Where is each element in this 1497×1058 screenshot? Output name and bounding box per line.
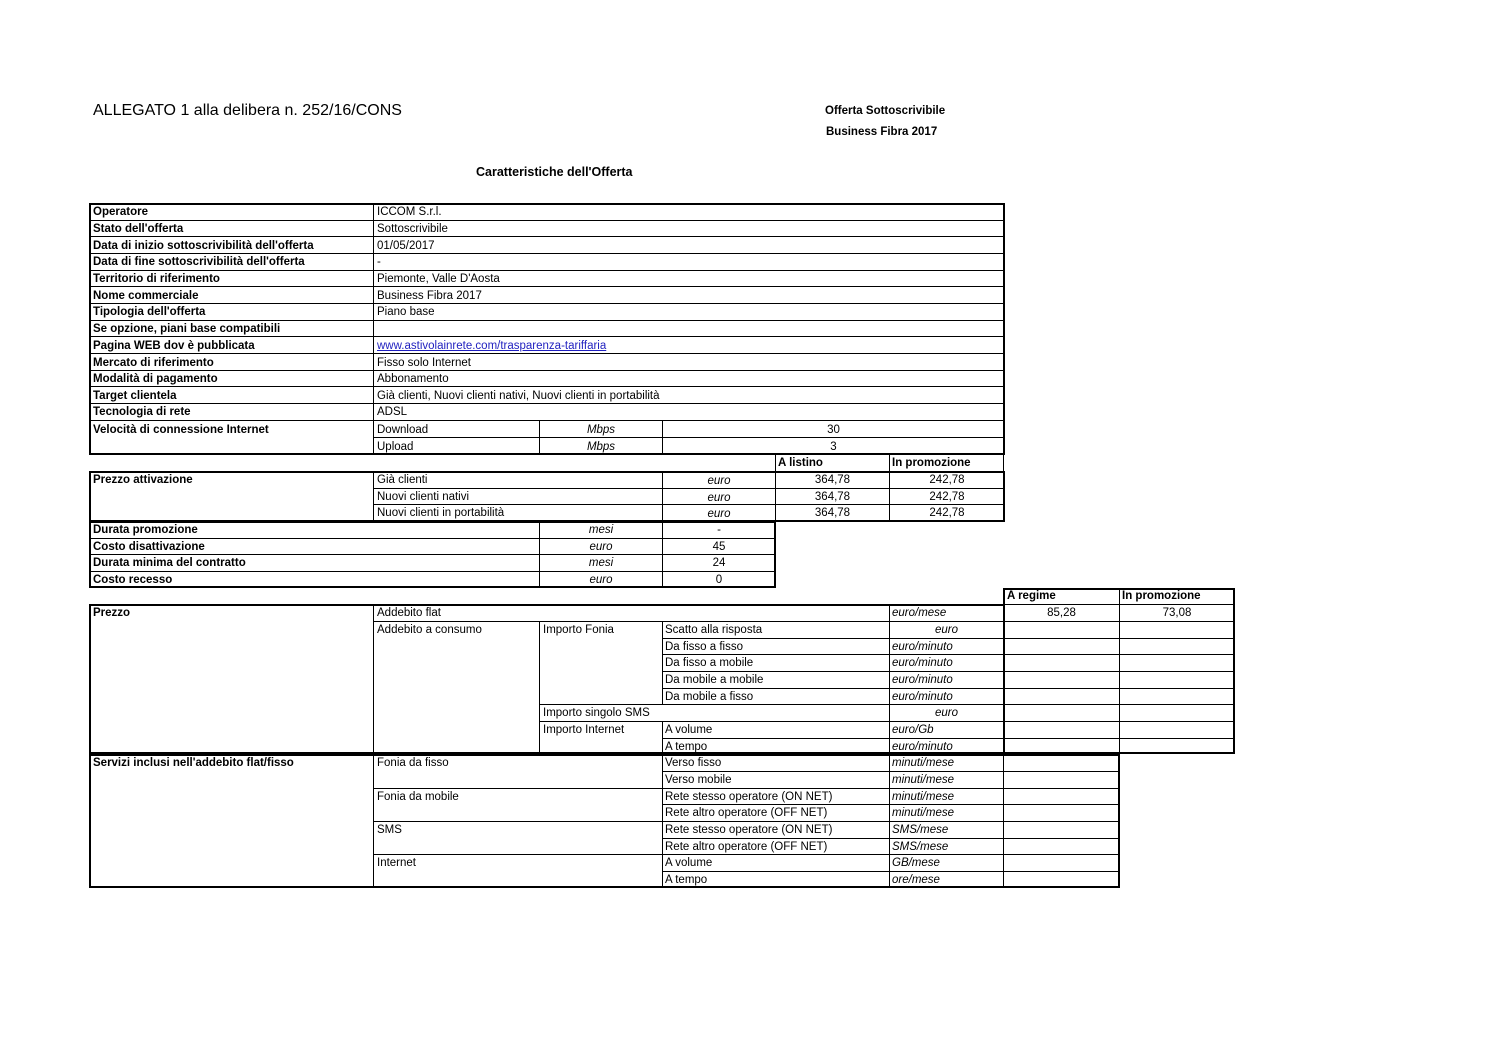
service-row-unit: minuti/mese: [892, 774, 954, 786]
tipologia-value: Piano base: [377, 306, 435, 318]
internet-row-unit: euro/minuto: [892, 741, 953, 753]
territorio-label: Territorio di riferimento: [93, 273, 220, 285]
activation-row-unit: euro: [707, 492, 731, 504]
service-row-label: Rete stesso operatore (ON NET): [665, 791, 833, 803]
col-price-in-promozione: In promozione: [1122, 590, 1201, 602]
consumo-label: Addebito a consumo: [377, 624, 482, 636]
internet-price-label: Importo Internet: [543, 724, 625, 736]
term-unit: euro: [589, 574, 613, 586]
internet-service-label: Internet: [377, 857, 416, 869]
fonia-row-label: Da mobile a mobile: [665, 674, 764, 686]
section-title: Caratteristiche dell'Offerta: [476, 165, 633, 179]
activation-label: Prezzo attivazione: [93, 474, 193, 486]
col-a-regime: A regime: [1007, 590, 1056, 602]
service-row-label: Rete stesso operatore (ON NET): [665, 824, 833, 836]
nome-value: Business Fibra 2017: [377, 290, 482, 302]
activation-row-label: Già clienti: [377, 474, 428, 486]
offer-name: Business Fibra 2017: [826, 126, 938, 138]
fonia-row-unit: euro/minuto: [892, 641, 953, 653]
stato-label: Stato dell'offerta: [93, 223, 184, 235]
mercato-value: Fisso solo Internet: [377, 357, 471, 369]
upload-value: 3: [830, 441, 837, 453]
internet-row-label: A tempo: [665, 741, 708, 753]
fonia-row-unit: euro/minuto: [892, 691, 953, 703]
term-label: Costo disattivazione: [93, 541, 205, 553]
sms-price-unit: euro: [934, 707, 959, 719]
sms-service-label: SMS: [377, 824, 402, 836]
fonia-row-label: Scatto alla risposta: [665, 624, 763, 636]
fonia-fisso-label: Fonia da fisso: [377, 757, 449, 769]
web-label: Pagina WEB dov è pubblicata: [93, 340, 255, 352]
term-label: Costo recesso: [93, 574, 173, 586]
flat-label: Addebito flat: [377, 607, 441, 619]
service-row-label: A tempo: [665, 874, 708, 886]
download-value: 30: [827, 424, 840, 436]
service-row-label: Rete altro operatore (OFF NET): [665, 841, 828, 853]
activation-row-unit: euro: [707, 508, 731, 520]
service-row-unit: ore/mese: [892, 874, 940, 886]
activation-row-promo: 242,78: [929, 474, 965, 486]
operatore-value: ICCOM S.r.l.: [377, 206, 442, 218]
activation-row-promo: 242,78: [929, 491, 965, 503]
tecnologia-value: ADSL: [377, 406, 408, 418]
target-label: Target clientela: [93, 390, 177, 402]
inizio-value: 01/05/2017: [377, 240, 435, 252]
download-label: Download: [377, 424, 429, 436]
speed-label: Velocità di connessione Internet: [93, 424, 269, 436]
term-label: Durata minima del contratto: [93, 557, 246, 569]
tecnologia-label: Tecnologia di rete: [93, 406, 191, 418]
term-value: 45: [712, 541, 726, 553]
internet-row-unit: euro/Gb: [892, 724, 934, 736]
stato-value: Sottoscrivibile: [377, 223, 448, 235]
col-a-listino: A listino: [778, 457, 823, 469]
web-link[interactable]: www.astivolainrete.com/trasparenza-tariffaria: [377, 340, 607, 352]
term-value: 24: [712, 557, 726, 569]
opzione-label: Se opzione, piani base compatibili: [93, 323, 281, 335]
service-row-unit: minuti/mese: [892, 757, 954, 769]
fine-label: Data di fine sottoscrivibilità dell'offerta: [93, 256, 305, 268]
mercato-label: Mercato di riferimento: [93, 357, 214, 369]
flat-unit: euro/mese: [892, 607, 947, 619]
fonia-mobile-label: Fonia da mobile: [377, 791, 459, 803]
activation-row-listino: 364,78: [814, 491, 851, 503]
territorio-value: Piemonte, Valle D'Aosta: [377, 273, 500, 285]
upload-label: Upload: [377, 441, 414, 453]
activation-row-label: Nuovi clienti nativi: [377, 491, 470, 503]
pagamento-label: Modalità di pagamento: [93, 373, 218, 385]
col-in-promozione: In promozione: [892, 457, 971, 469]
fonia-row-unit: euro/minuto: [892, 674, 953, 686]
service-row-label: A volume: [665, 857, 713, 869]
inizio-label: Data di inizio sottoscrivibilità dell'offerta: [93, 240, 314, 252]
operatore-label: Operatore: [93, 206, 148, 218]
services-label: Servizi inclusi nell'addebito flat/fisso: [93, 757, 294, 769]
service-row-label: Rete altro operatore (OFF NET): [665, 807, 828, 819]
fonia-label: Importo Fonia: [543, 624, 614, 636]
flat-regime-value: 85,28: [1047, 607, 1076, 619]
nome-label: Nome commerciale: [93, 290, 199, 302]
service-row-unit: minuti/mese: [892, 791, 954, 803]
term-unit: euro: [589, 541, 613, 553]
allegato-title: ALLEGATO 1 alla delibera n. 252/16/CONS: [93, 102, 402, 119]
service-row-unit: minuti/mese: [892, 807, 954, 819]
activation-row-listino: 364,78: [814, 474, 851, 486]
sms-price-label: Importo singolo SMS: [543, 707, 650, 719]
fonia-row-label: Da mobile a fisso: [665, 691, 754, 703]
term-unit: mesi: [588, 557, 614, 569]
fonia-row-label: Da fisso a fisso: [665, 641, 743, 653]
fine-value: -: [377, 256, 381, 268]
tipologia-label: Tipologia dell'offerta: [93, 306, 206, 318]
target-value: Già clienti, Nuovi clienti nativi, Nuovi clienti in portabilità: [377, 390, 660, 402]
service-row-unit: GB/mese: [892, 857, 940, 869]
activation-row-promo: 242,78: [929, 507, 965, 519]
internet-row-label: A volume: [665, 724, 713, 736]
service-row-unit: SMS/mese: [892, 824, 949, 836]
activation-row-unit: euro: [707, 475, 731, 487]
term-unit: mesi: [588, 524, 614, 536]
offer-status: Offerta Sottoscrivibile: [825, 105, 946, 117]
fonia-row-unit: euro: [934, 624, 959, 636]
price-label: Prezzo: [93, 607, 131, 619]
service-row-unit: SMS/mese: [892, 841, 949, 853]
flat-promo-value: 73,08: [1162, 607, 1192, 619]
upload-unit: Mbps: [586, 441, 616, 453]
pagamento-value: Abbonamento: [377, 373, 449, 385]
activation-row-listino: 364,78: [814, 507, 851, 519]
fonia-row-unit: euro/minuto: [892, 657, 953, 669]
service-row-label: Verso mobile: [665, 774, 732, 786]
download-unit: Mbps: [586, 424, 616, 436]
term-value: -: [717, 524, 721, 536]
term-label: Durata promozione: [93, 524, 198, 536]
fonia-row-label: Da fisso a mobile: [665, 657, 754, 669]
service-row-label: Verso fisso: [665, 757, 722, 769]
term-value: 0: [715, 574, 723, 586]
activation-row-label: Nuovi clienti in portabilità: [377, 507, 505, 519]
